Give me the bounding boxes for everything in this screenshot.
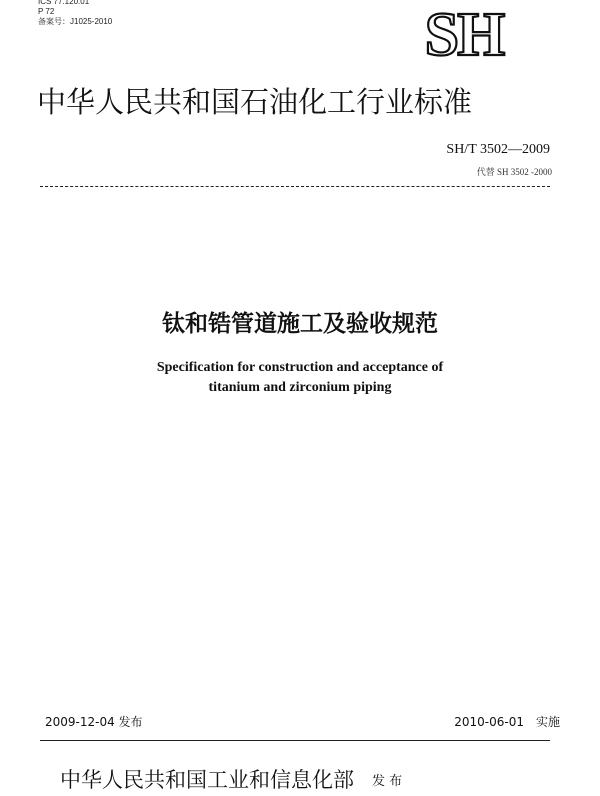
document-title-english-line2: titanium and zirconium piping	[208, 380, 392, 395]
ics-code: ICS 77.120.01	[38, 0, 90, 6]
issuer-suffix: 发 布	[372, 774, 403, 789]
document-title-english-line1: Specification for construction and acceptance of	[156, 360, 444, 375]
issue-date: 2009-12-04 发布	[45, 715, 143, 729]
implementation-date: 2010-06-01 实施	[454, 715, 560, 729]
standard-number: SH/T 3502—2009	[446, 142, 550, 157]
issuer-name: 中华人民共和国工业和信息化部	[60, 768, 354, 792]
replaces-note: 代替 SH 3502 -2000	[476, 167, 552, 177]
issuing-authority	[60, 764, 402, 794]
meta-block	[38, 0, 112, 27]
footer-divider	[40, 740, 550, 741]
sh-logo	[394, 4, 534, 60]
document-title-english	[0, 358, 600, 398]
record-number: 备案号：J1025-2010	[38, 17, 113, 26]
document-title-chinese: 钛和锆管道施工及验收规范	[162, 311, 438, 337]
sh-logo-text: SH	[424, 4, 504, 60]
classification-code: P 72	[38, 7, 55, 16]
standard-category-title: 中华人民共和国石油化工行业标准	[37, 85, 473, 119]
header-divider	[40, 186, 550, 187]
